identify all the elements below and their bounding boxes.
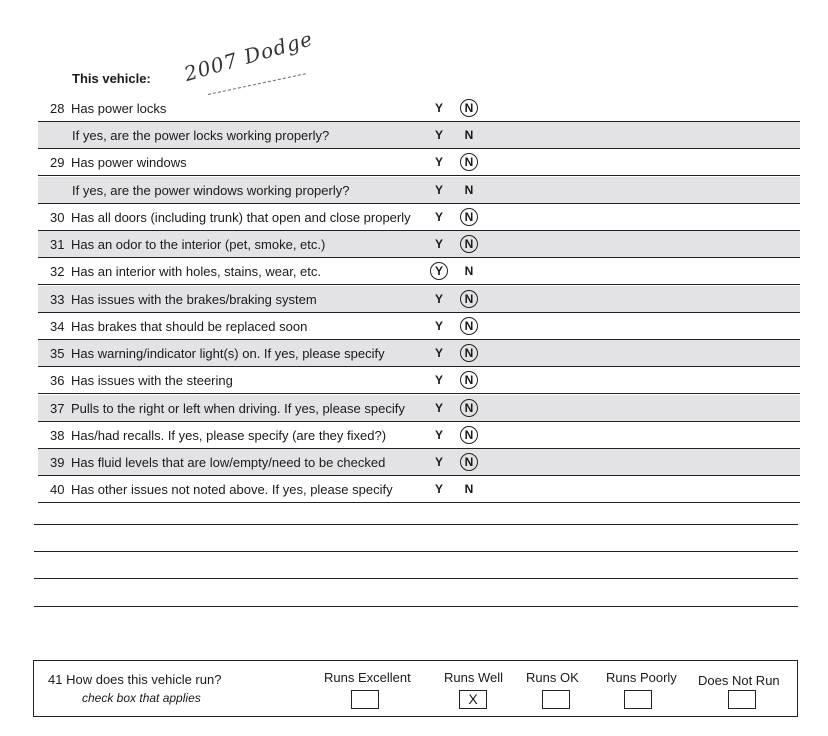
run-option-checkbox[interactable] — [351, 690, 379, 709]
question-text: If yes, are the power windows working properly? — [72, 183, 350, 198]
blank-specify-line[interactable] — [34, 578, 798, 579]
question-row — [38, 149, 800, 176]
question-number: 35 — [50, 346, 65, 361]
question-number: 30 — [50, 210, 65, 225]
question-row — [38, 449, 800, 476]
question-text: If yes, are the power locks working properly? — [72, 128, 330, 143]
row-rule — [38, 502, 800, 503]
yes-option[interactable]: Y — [434, 373, 443, 387]
no-option[interactable]: N — [464, 128, 474, 142]
no-option[interactable]: N — [464, 482, 474, 496]
question-41-box — [33, 660, 798, 717]
question-text: Has fluid levels that are low/empty/need to be checked — [71, 455, 386, 470]
no-option[interactable]: N — [460, 371, 478, 389]
yes-option[interactable]: Y — [434, 482, 443, 496]
run-option-checkbox[interactable] — [542, 690, 570, 709]
question-row — [38, 204, 800, 231]
question-text: Has an odor to the interior (pet, smoke, etc.) — [71, 237, 326, 252]
question-number: 29 — [50, 155, 65, 170]
run-option-label: Runs Well — [444, 670, 504, 685]
question-text: Has other issues not noted above. If yes, please specify — [71, 482, 393, 497]
question-text: Has warning/indicator light(s) on. If yes, please specify — [71, 346, 385, 361]
run-option-label: Runs Poorly — [606, 670, 677, 685]
question-row — [38, 177, 800, 204]
yes-option[interactable]: Y — [434, 455, 443, 469]
question-number: 36 — [50, 373, 65, 388]
row-rule — [38, 175, 800, 176]
row-rule — [38, 393, 800, 394]
no-option[interactable]: N — [460, 399, 478, 417]
yes-option[interactable]: Y — [434, 155, 443, 169]
question-text: Has issues with the brakes/braking system — [71, 292, 317, 307]
blank-specify-line[interactable] — [34, 606, 798, 607]
question-41-hint: check box that applies — [82, 691, 201, 705]
handwriting-underline — [208, 73, 306, 95]
question-row — [38, 422, 800, 449]
no-option[interactable]: N — [460, 344, 478, 362]
question-text: Has brakes that should be replaced soon — [71, 319, 308, 334]
question-row — [38, 367, 800, 394]
run-option-checkbox[interactable] — [728, 690, 756, 709]
run-option-checkbox[interactable] — [624, 690, 652, 709]
question-label: How does this vehicle run? — [66, 672, 222, 687]
question-text: Has all doors (including trunk) that open and close properly — [71, 210, 411, 225]
no-option[interactable]: N — [460, 290, 478, 308]
question-row — [38, 258, 800, 285]
question-row — [38, 286, 800, 313]
run-option-label: Does Not Run — [698, 673, 780, 688]
yes-option[interactable]: Y — [434, 101, 443, 115]
yes-option[interactable]: Y — [434, 210, 443, 224]
question-row — [38, 122, 800, 149]
no-option[interactable]: N — [460, 208, 478, 226]
run-option-label: Runs Excellent — [324, 670, 411, 685]
question-row — [38, 95, 800, 122]
no-option[interactable]: N — [464, 264, 474, 278]
blank-specify-line[interactable] — [34, 551, 798, 552]
yes-option[interactable]: Y — [434, 428, 443, 442]
question-number: 40 — [50, 482, 65, 497]
no-option[interactable]: N — [460, 453, 478, 471]
yes-option[interactable]: Y — [434, 292, 443, 306]
question-text: Pulls to the right or left when driving. If yes, please specify — [71, 401, 405, 416]
question-number: 31 — [50, 237, 65, 252]
yes-option[interactable]: Y — [434, 319, 443, 333]
yes-option[interactable]: Y — [434, 183, 443, 197]
question-text: Has/had recalls. If yes, please specify (are they fixed?) — [71, 428, 387, 443]
question-number: 32 — [50, 264, 65, 279]
no-option[interactable]: N — [460, 235, 478, 253]
form-section-title: This vehicle: — [72, 71, 151, 86]
yes-option[interactable]: Y — [434, 346, 443, 360]
question-row — [38, 340, 800, 367]
run-option-checkbox[interactable]: X — [459, 690, 487, 709]
yes-option[interactable]: Y — [434, 128, 443, 142]
question-number: 39 — [50, 455, 65, 470]
question-row — [38, 313, 800, 340]
blank-specify-line[interactable] — [34, 524, 798, 525]
yes-option[interactable]: Y — [430, 262, 448, 280]
yes-option[interactable]: Y — [434, 401, 443, 415]
question-row — [38, 231, 800, 258]
question-text: Has an interior with holes, stains, wear, etc. — [71, 264, 322, 279]
no-option[interactable]: N — [460, 317, 478, 335]
question-number: 34 — [50, 319, 65, 334]
question-number: 41 — [48, 672, 63, 687]
handwritten-vehicle-note: 2007 Dodge — [181, 26, 316, 86]
run-option-label: Runs OK — [526, 670, 579, 685]
row-rule — [38, 284, 800, 285]
no-option[interactable]: N — [460, 426, 478, 444]
question-row — [38, 395, 800, 422]
no-option[interactable]: N — [464, 183, 474, 197]
question-number: 38 — [50, 428, 65, 443]
question-number: 28 — [50, 101, 65, 116]
question-number: 37 — [50, 401, 65, 416]
question-text: Has power locks — [71, 101, 167, 116]
no-option[interactable]: N — [460, 153, 478, 171]
question-text: Has power windows — [71, 155, 187, 170]
question-row — [38, 476, 800, 503]
no-option[interactable]: N — [460, 99, 478, 117]
question-number: 33 — [50, 292, 65, 307]
question-text: Has issues with the steering — [71, 373, 233, 388]
question-41-text — [48, 672, 221, 687]
yes-option[interactable]: Y — [434, 237, 443, 251]
